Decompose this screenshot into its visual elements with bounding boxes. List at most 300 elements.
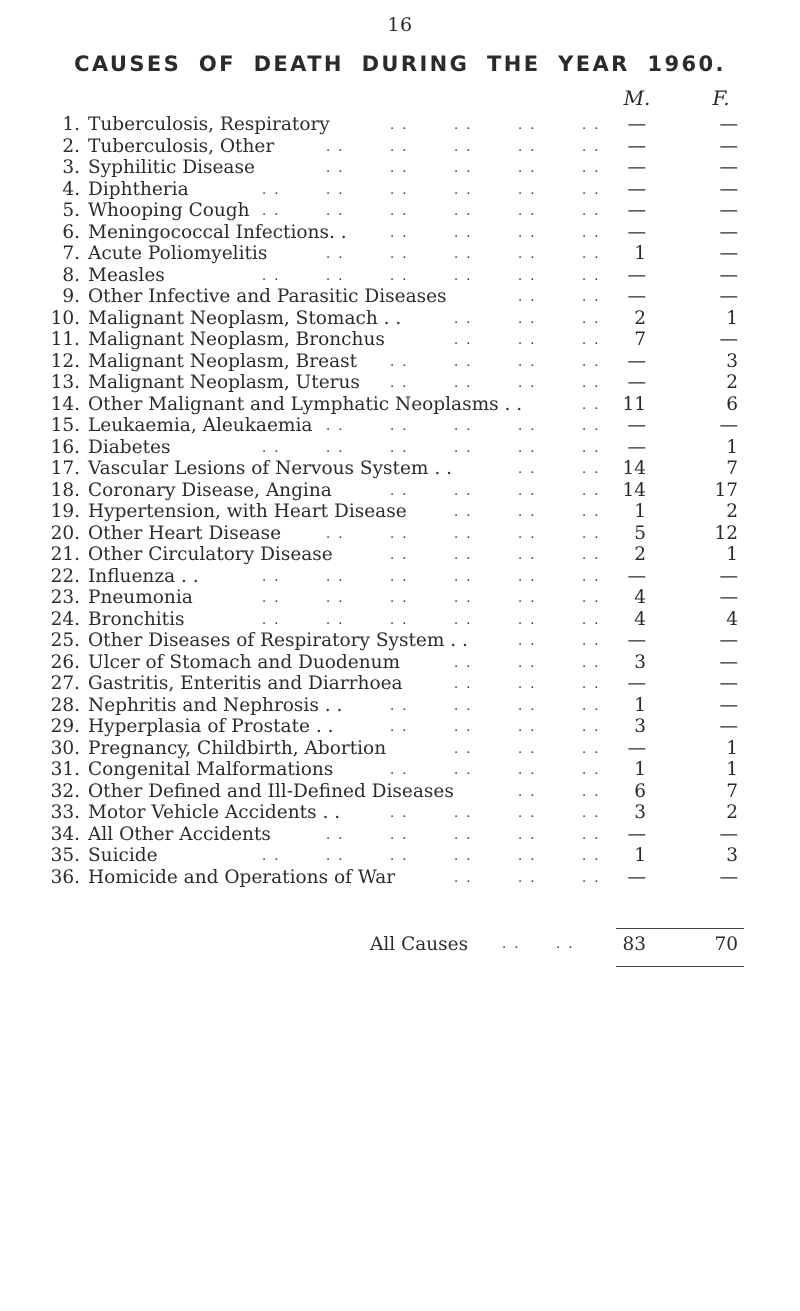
male-count: — [627, 415, 646, 436]
male-count: — [627, 673, 646, 694]
leader-dots: . . [518, 505, 537, 520]
leader-dots: . . [454, 870, 473, 886]
cause-label: Whooping Cough [88, 200, 250, 221]
female-count: 2 [726, 802, 738, 823]
female-count: — [719, 823, 738, 845]
leader-dots: . . [582, 505, 601, 520]
male-count: — [627, 372, 646, 393]
leader-dots: . . [582, 784, 601, 800]
female-count: 7 [726, 458, 738, 479]
female-count: 2 [726, 501, 738, 522]
cause-label: Malignant Neoplasm, Breast [88, 350, 358, 372]
leader-dots: . . [582, 376, 601, 391]
leader-dots: . . [582, 483, 601, 499]
table-row [0, 222, 800, 244]
row-number: 29. [50, 716, 80, 737]
row-number: 9. [62, 286, 80, 307]
female-count: 17 [714, 479, 738, 501]
total-male: 83 [622, 934, 646, 955]
table-row [0, 609, 800, 631]
table-row [0, 157, 800, 179]
row-number: 4. [62, 178, 80, 200]
cause-label: Malignant Neoplasm, Bronchus [88, 329, 385, 350]
cause-label: Congenital Malformations [88, 759, 334, 780]
male-count: 2 [634, 544, 646, 565]
male-count: — [627, 200, 646, 221]
leader-dots: . . [326, 182, 345, 198]
cause-label: Vascular Lesions of Nervous System . . [88, 458, 452, 479]
leader-dots: . . [582, 247, 601, 262]
leader-dots: . . [518, 118, 537, 133]
leader-dots: . . [390, 376, 409, 391]
leader-dots: . . [326, 247, 345, 262]
leader-dots: . . [390, 763, 409, 778]
leader-dots: . . [454, 827, 473, 843]
male-count: — [627, 350, 646, 372]
female-count: 3 [726, 845, 738, 866]
cause-label: Meningococcal Infections. . [88, 221, 347, 243]
table-row [0, 802, 800, 824]
male-count: 4 [634, 608, 646, 630]
leader-dots: . . [454, 268, 473, 284]
male-count: 1 [634, 501, 646, 522]
female-count: — [719, 329, 738, 350]
female-count: — [719, 221, 738, 243]
leader-dots: . . [326, 612, 345, 628]
female-count: — [719, 673, 738, 694]
cause-label: Bronchitis [88, 608, 185, 630]
cause-label: Motor Vehicle Accidents . . [88, 802, 341, 823]
leader-dots: . . [390, 247, 409, 262]
leader-dots: . . [582, 569, 601, 585]
cause-label: Nephritis and Nephrosis . . [88, 694, 343, 716]
row-number: 18. [50, 479, 80, 501]
table-row [0, 437, 800, 459]
table-row [0, 845, 800, 867]
row-number: 17. [50, 458, 80, 479]
cause-label: Tuberculosis, Other [88, 135, 275, 157]
row-number: 21. [50, 544, 80, 565]
male-count: 14 [622, 479, 646, 501]
male-count: 14 [622, 458, 646, 479]
table-row [0, 738, 800, 760]
female-count: 4 [726, 608, 738, 630]
female-count: — [719, 286, 738, 307]
table-row [0, 265, 800, 287]
male-count: — [627, 737, 646, 759]
male-count: 1 [634, 243, 646, 264]
leader-dots: . . [326, 440, 345, 456]
leader-dots: . . [326, 139, 345, 155]
leader-dots: . . [582, 827, 601, 843]
table-row [0, 179, 800, 201]
leader-dots: . . [518, 827, 537, 843]
cause-label: Acute Poliomyelitis [88, 243, 268, 264]
leader-dots: . . [262, 440, 281, 456]
male-count: — [627, 157, 646, 178]
male-count: 1 [634, 759, 646, 780]
leader-dots: . . [582, 397, 601, 413]
row-number: 26. [50, 651, 80, 673]
leader-dots: . . [518, 634, 537, 649]
cause-label: All Other Accidents [88, 823, 271, 845]
row-number: 35. [50, 845, 80, 866]
table-row [0, 200, 800, 222]
leader-dots: . . [518, 247, 537, 262]
row-number: 7. [62, 243, 80, 264]
male-count: 3 [634, 802, 646, 823]
leader-dots: . . [454, 333, 473, 348]
leader-dots: . . [518, 419, 537, 434]
cause-label: Measles [88, 264, 165, 286]
female-count: — [719, 716, 738, 737]
total-bottom-rule [616, 966, 744, 967]
male-count: — [627, 135, 646, 157]
leader-dots: . . [262, 591, 281, 606]
leader-dots: . . [518, 483, 537, 499]
leader-dots: . . [518, 161, 537, 176]
leader-dots: . . [582, 440, 601, 456]
row-number: 14. [50, 393, 80, 415]
male-count: 3 [634, 716, 646, 737]
male-count: — [627, 866, 646, 888]
table-row [0, 630, 800, 652]
leader-dots: . . [390, 827, 409, 843]
female-count: — [719, 630, 738, 651]
male-count: 1 [634, 845, 646, 866]
leader-dots: . . [582, 204, 601, 219]
cause-label: Homicide and Operations of War [88, 866, 396, 888]
leader-dots: . . [390, 161, 409, 176]
leader-dots: . . [518, 139, 537, 155]
leader-dots: . . [518, 698, 537, 714]
male-count: — [627, 286, 646, 307]
row-number: 2. [62, 135, 80, 157]
leader-dots: . . [518, 720, 537, 735]
leader-dots: . . [518, 849, 537, 864]
leader-dots: . . [582, 655, 601, 671]
leader-dots: . . [454, 118, 473, 133]
leader-dots: . . [518, 612, 537, 628]
cause-label: Leukaemia, Aleukaemia [88, 415, 313, 436]
leader-dots: . . [326, 569, 345, 585]
leader-dots: . . [582, 870, 601, 886]
row-number: 12. [50, 350, 80, 372]
leader-dots: . . [582, 720, 601, 735]
female-count: — [719, 243, 738, 264]
table-row [0, 759, 800, 781]
leader-dots: . . [518, 182, 537, 198]
leader-dots: . . [582, 612, 601, 628]
table-row [0, 114, 800, 136]
leader-dots: . . [326, 204, 345, 219]
leader-dots: . . [582, 333, 601, 348]
table-row [0, 243, 800, 265]
leader-dots: . . [390, 182, 409, 198]
leader-dots: . . [582, 311, 601, 327]
leader-dots: . . [582, 548, 601, 563]
cause-label: Other Circulatory Disease [88, 544, 333, 565]
leader-dots: . . [454, 677, 473, 692]
leader-dots: . . [454, 612, 473, 628]
table-row [0, 695, 800, 717]
table-row [0, 136, 800, 158]
leader-dots: . . [582, 139, 601, 155]
leader-dots: . . [582, 182, 601, 198]
female-count: 12 [714, 522, 738, 544]
page-title: CAUSES OF DEATH DURING THE YEAR 1960. [74, 52, 726, 76]
table-row [0, 501, 800, 523]
male-count: 1 [634, 694, 646, 716]
leader-dots: . . [582, 763, 601, 778]
leader-dots: . . [518, 333, 537, 348]
leader-dots: . . [454, 720, 473, 735]
row-number: 32. [50, 780, 80, 802]
cause-label: Hyperplasia of Prostate . . [88, 716, 334, 737]
cause-label: Other Heart Disease [88, 522, 282, 544]
leader-dots: . . [454, 655, 473, 671]
female-count: 3 [726, 350, 738, 372]
female-count: — [719, 866, 738, 888]
male-count: — [627, 630, 646, 651]
leader-dots: . . [518, 290, 537, 305]
female-count: — [719, 587, 738, 608]
cause-label: Syphilitic Disease [88, 157, 255, 178]
row-number: 28. [50, 694, 80, 716]
leader-dots: . . [262, 569, 281, 585]
leader-dots: . . [582, 806, 601, 821]
female-count: — [719, 651, 738, 673]
leader-dots: . . [326, 268, 345, 284]
row-number: 5. [62, 200, 80, 221]
row-number: 22. [50, 565, 80, 587]
leader-dots: . . [454, 139, 473, 155]
male-count: — [627, 436, 646, 458]
leader-dots: . . [582, 591, 601, 606]
table-row [0, 716, 800, 738]
total-row [0, 934, 800, 958]
leader-dots: . . [390, 548, 409, 563]
female-count: 1 [726, 544, 738, 565]
cause-label: Diphtheria [88, 178, 189, 200]
leader-dots: . . [262, 612, 281, 628]
table-row [0, 286, 800, 308]
male-count: 5 [634, 522, 646, 544]
causes-table [0, 114, 800, 888]
leader-dots: . . [556, 937, 575, 952]
leader-dots: . . [454, 763, 473, 778]
leader-dots: . . [582, 161, 601, 176]
leader-dots: . . [262, 182, 281, 198]
leader-dots: . . [582, 290, 601, 305]
cause-label: Malignant Neoplasm, Stomach . . [88, 307, 402, 329]
female-count: — [719, 694, 738, 716]
row-number: 13. [50, 372, 80, 393]
female-count: — [719, 200, 738, 221]
table-row [0, 458, 800, 480]
leader-dots: . . [518, 462, 537, 477]
male-count: — [627, 221, 646, 243]
leader-dots: . . [326, 827, 345, 843]
male-count: — [627, 178, 646, 200]
leader-dots: . . [518, 376, 537, 391]
leader-dots: . . [454, 483, 473, 499]
cause-label: Other Malignant and Lymphatic Neoplasms . . [88, 393, 523, 415]
female-count: 2 [726, 372, 738, 393]
male-count: 6 [634, 780, 646, 802]
leader-dots: . . [582, 698, 601, 714]
female-count: 1 [726, 307, 738, 329]
male-count: 2 [634, 307, 646, 329]
total-top-rule [616, 928, 744, 929]
leader-dots: . . [390, 139, 409, 155]
column-header-female: F. [712, 86, 730, 110]
male-count: — [627, 823, 646, 845]
female-count: — [719, 178, 738, 200]
row-number: 27. [50, 673, 80, 694]
leader-dots: . . [454, 591, 473, 606]
leader-dots: . . [454, 548, 473, 563]
leader-dots: . . [262, 204, 281, 219]
leader-dots: . . [582, 354, 601, 370]
leader-dots: . . [582, 419, 601, 434]
leader-dots: . . [454, 505, 473, 520]
table-row [0, 394, 800, 416]
total-label: All Causes [370, 934, 469, 955]
row-number: 15. [50, 415, 80, 436]
table-row [0, 544, 800, 566]
leader-dots: . . [454, 225, 473, 241]
row-number: 10. [50, 307, 80, 329]
row-number: 3. [62, 157, 80, 178]
female-count: 6 [726, 393, 738, 415]
leader-dots: . . [454, 569, 473, 585]
row-number: 30. [50, 737, 80, 759]
leader-dots: . . [326, 849, 345, 864]
row-number: 24. [50, 608, 80, 630]
cause-label: Diabetes [88, 436, 171, 458]
male-count: — [627, 565, 646, 587]
row-number: 11. [50, 329, 80, 350]
row-number: 33. [50, 802, 80, 823]
row-number: 6. [62, 221, 80, 243]
leader-dots: . . [582, 526, 601, 542]
row-number: 19. [50, 501, 80, 522]
leader-dots: . . [390, 483, 409, 499]
leader-dots: . . [518, 763, 537, 778]
leader-dots: . . [454, 161, 473, 176]
row-number: 31. [50, 759, 80, 780]
leader-dots: . . [326, 526, 345, 542]
table-row [0, 652, 800, 674]
table-row [0, 308, 800, 330]
cause-label: Other Diseases of Respiratory System . . [88, 630, 468, 651]
male-count: 4 [634, 587, 646, 608]
table-row [0, 329, 800, 351]
male-count: — [627, 114, 646, 135]
leader-dots: . . [262, 849, 281, 864]
leader-dots: . . [326, 161, 345, 176]
leader-dots: . . [390, 720, 409, 735]
leader-dots: . . [390, 204, 409, 219]
table-row [0, 824, 800, 846]
leader-dots: . . [582, 268, 601, 284]
leader-dots: . . [518, 741, 537, 757]
leader-dots: . . [518, 225, 537, 241]
female-count: — [719, 157, 738, 178]
leader-dots: . . [390, 118, 409, 133]
leader-dots: . . [518, 354, 537, 370]
female-count: 1 [726, 759, 738, 780]
leader-dots: . . [390, 440, 409, 456]
table-row [0, 480, 800, 502]
female-count: — [719, 114, 738, 135]
cause-label: Gastritis, Enteritis and Diarrhoea [88, 673, 403, 694]
table-row [0, 372, 800, 394]
leader-dots: . . [518, 548, 537, 563]
row-number: 1. [62, 114, 80, 135]
table-row [0, 523, 800, 545]
row-number: 34. [50, 823, 80, 845]
leader-dots: . . [454, 698, 473, 714]
leader-dots: . . [582, 849, 601, 864]
female-count: — [719, 415, 738, 436]
leader-dots: . . [390, 806, 409, 821]
leader-dots: . . [518, 806, 537, 821]
leader-dots: . . [390, 526, 409, 542]
table-row [0, 351, 800, 373]
leader-dots: . . [454, 247, 473, 262]
leader-dots: . . [454, 354, 473, 370]
leader-dots: . . [454, 526, 473, 542]
leader-dots: . . [326, 419, 345, 434]
leader-dots: . . [390, 354, 409, 370]
leader-dots: . . [326, 591, 345, 606]
cause-label: Influenza . . [88, 565, 199, 587]
male-count: — [627, 264, 646, 286]
table-row [0, 673, 800, 695]
leader-dots: . . [502, 937, 521, 952]
row-number: 8. [62, 264, 80, 286]
row-number: 20. [50, 522, 80, 544]
leader-dots: . . [454, 849, 473, 864]
male-count: 11 [622, 393, 646, 415]
row-number: 25. [50, 630, 80, 651]
cause-label: Ulcer of Stomach and Duodenum [88, 651, 401, 673]
row-number: 16. [50, 436, 80, 458]
female-count: 1 [726, 737, 738, 759]
leader-dots: . . [582, 677, 601, 692]
table-row [0, 566, 800, 588]
leader-dots: . . [454, 419, 473, 434]
leader-dots: . . [390, 419, 409, 434]
leader-dots: . . [262, 268, 281, 284]
leader-dots: . . [582, 225, 601, 241]
female-count: — [719, 264, 738, 286]
leader-dots: . . [518, 677, 537, 692]
page-number: 16 [387, 14, 413, 36]
leader-dots: . . [518, 526, 537, 542]
leader-dots: . . [390, 225, 409, 241]
table-row [0, 781, 800, 803]
row-number: 23. [50, 587, 80, 608]
male-count: 7 [634, 329, 646, 350]
leader-dots: . . [518, 784, 537, 800]
leader-dots: . . [390, 569, 409, 585]
leader-dots: . . [582, 118, 601, 133]
table-row [0, 415, 800, 437]
female-count: 7 [726, 780, 738, 802]
